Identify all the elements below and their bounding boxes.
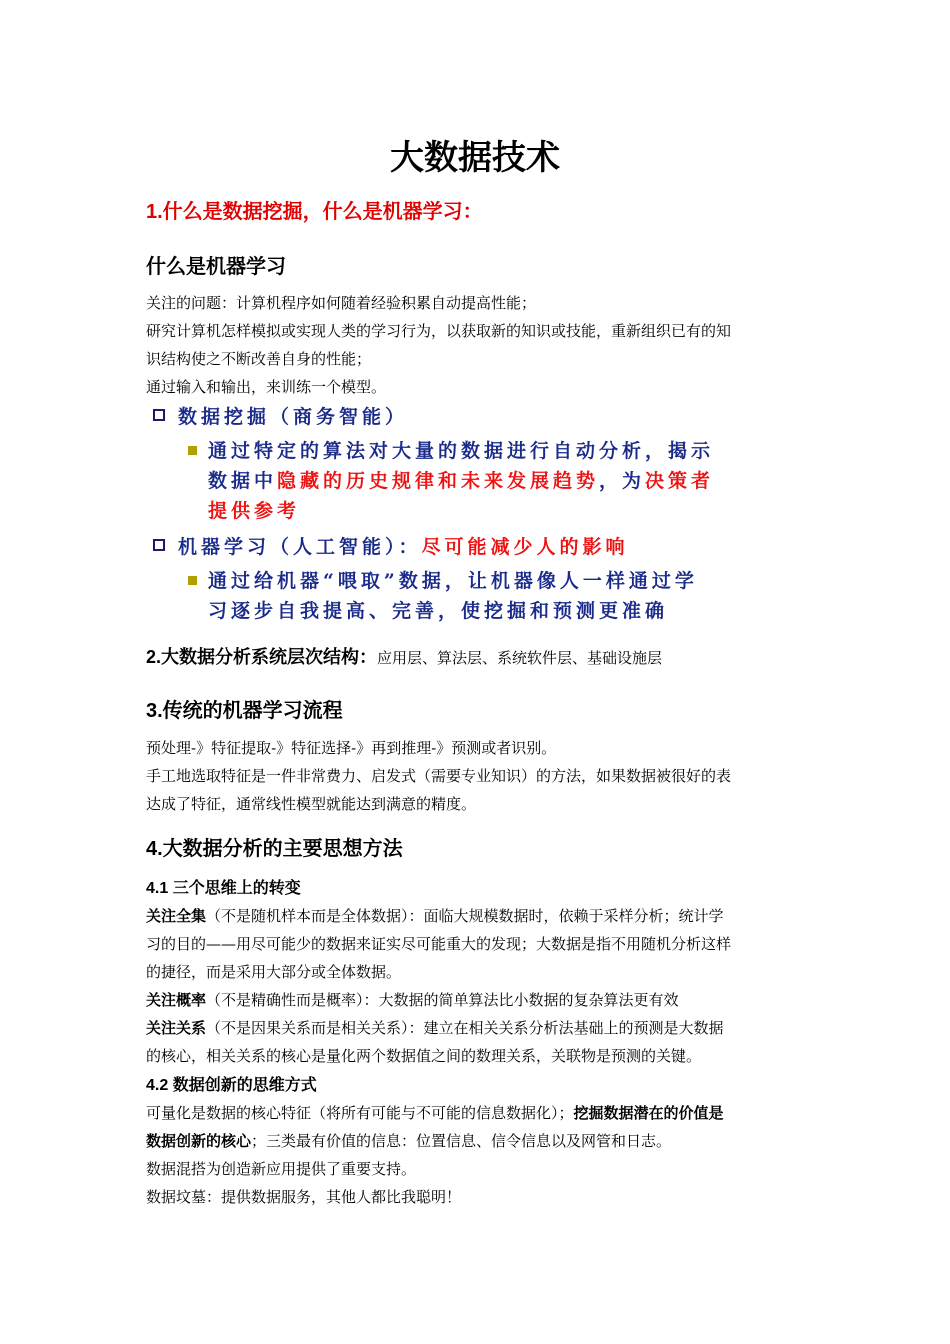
- slide-item1-line3: [208, 496, 300, 523]
- slide-highlight: 决策者: [645, 470, 715, 492]
- paragraph-text: （不是精确性而是概率）：大数据的简单算法比小数据的复杂算法更有效: [206, 991, 679, 1009]
- slide-highlight: 提供参考: [208, 500, 301, 522]
- section1-line-3: 识结构使之不断改善自身的性能；: [146, 350, 372, 368]
- slide-item2-title: [178, 532, 629, 559]
- section1-line-4: 通过输入和输出，来训练一个模型。: [146, 378, 387, 396]
- paragraph-text: ；三类最有价值的信息：位置信息、信令信息以及网管和日志。: [251, 1132, 672, 1150]
- bold-term: 关注关系: [146, 1019, 207, 1037]
- section4-1-heading: 4.1 三个思维上的转变: [146, 880, 301, 897]
- section1-heading: 1.什么是数据挖掘，什么是机器学习：: [146, 201, 483, 223]
- section4-heading: 4.大数据分析的主要思想方法: [146, 838, 403, 860]
- square-bullet-icon: [153, 409, 165, 421]
- slide-text: ，为: [599, 470, 646, 492]
- bold-term: 关注全集: [146, 907, 207, 925]
- slide-item1-line2: [208, 466, 714, 493]
- section4-2-heading: 4.2 数据创新的思维方式: [146, 1077, 317, 1094]
- slide-text: 机器学习（人工智能）：: [178, 536, 422, 558]
- slide-highlight: 尽可能减少人的影响: [421, 536, 629, 558]
- section3-heading: 3.传统的机器学习流程: [146, 700, 343, 722]
- slide-item1-title: 数据挖掘（商务智能）: [178, 406, 409, 428]
- section4-1-p3-line2: 的核心，相关关系的核心是量化两个数据值之间的数理关系，关联物是预测的关键。: [146, 1047, 702, 1065]
- slide-highlight: 隐藏的历史规律和未来发展趋势: [277, 470, 600, 492]
- section4-1-p1-line3: 的捷径，而是采用大部分或全体数据。: [146, 963, 402, 981]
- paragraph-text: （不是因果关系而是相关关系）：建立在相关关系分析法基础上的预测是大数据: [206, 1019, 724, 1037]
- section4-2-p1: [146, 1102, 724, 1123]
- section4-2-p3: 数据混搭为创造新应用提供了重要支持。: [146, 1160, 417, 1178]
- section2-heading-text: 2.大数据分析系统层次结构：: [146, 647, 378, 667]
- section3-line-2: 手工地选取特征是一件非常费力、启发式（需要专业知识）的方法，如果数据被很好的表: [146, 767, 732, 785]
- section4-2-p4: 数据坟墓：提供数据服务，其他人都比我聪明！: [146, 1188, 462, 1206]
- section3-line-3: 达成了特征，通常线性模型就能达到满意的精度。: [146, 795, 477, 813]
- bold-term: 挖掘数据潜在的价值是: [573, 1104, 724, 1122]
- slide-item1-line1: 通过特定的算法对大量的数据进行自动分析，揭示: [208, 440, 715, 462]
- filled-bullet-icon: [188, 446, 197, 455]
- section4-1-p1-line2: 习的目的——用尽可能少的数据来证实尽可能重大的发现；大数据是指不用随机分析这样: [146, 935, 732, 953]
- section1-line-1: 关注的问题：计算机程序如何随着经验积累自动提高性能；: [146, 294, 537, 312]
- bold-term: 关注概率: [146, 991, 207, 1009]
- filled-bullet-icon: [188, 576, 197, 585]
- paragraph-text: 可量化是数据的核心特征（将所有可能与不可能的信息数据化）；: [146, 1104, 574, 1122]
- section3-line-1: 预处理-》特征提取-》特征选择-》再到推理-》预测或者识别。: [146, 739, 557, 757]
- section4-1-p2: [146, 989, 679, 1010]
- section1-line-2: 研究计算机怎样模拟或实现人类的学习行为，以获取新的知识或技能，重新组织已有的知: [146, 322, 732, 340]
- square-bullet-icon: [153, 539, 165, 551]
- section1-subheading: 什么是机器学习: [146, 256, 286, 278]
- slide-item2-line1: 通过给机器“喂取”数据，让机器像人一样通过学: [208, 570, 698, 592]
- page-title: 大数据技术: [390, 138, 560, 178]
- slide-item2-line2: 习逐步自我提高、完善，使挖掘和预测更准确: [208, 600, 669, 622]
- section2-heading: [146, 643, 662, 669]
- section4-2-p2: [146, 1130, 671, 1151]
- paragraph-text: （不是随机样本而是全体数据）：面临大规模数据时，依赖于采样分析；统计学: [206, 907, 724, 925]
- bold-term: 数据创新的核心: [146, 1132, 252, 1150]
- section4-1-p1-line1: [146, 905, 724, 926]
- section4-1-p3-line1: [146, 1017, 724, 1038]
- section2-text: 应用层、算法层、系统软件层、基础设施层: [377, 649, 663, 667]
- slide-text: 数据中: [208, 470, 278, 492]
